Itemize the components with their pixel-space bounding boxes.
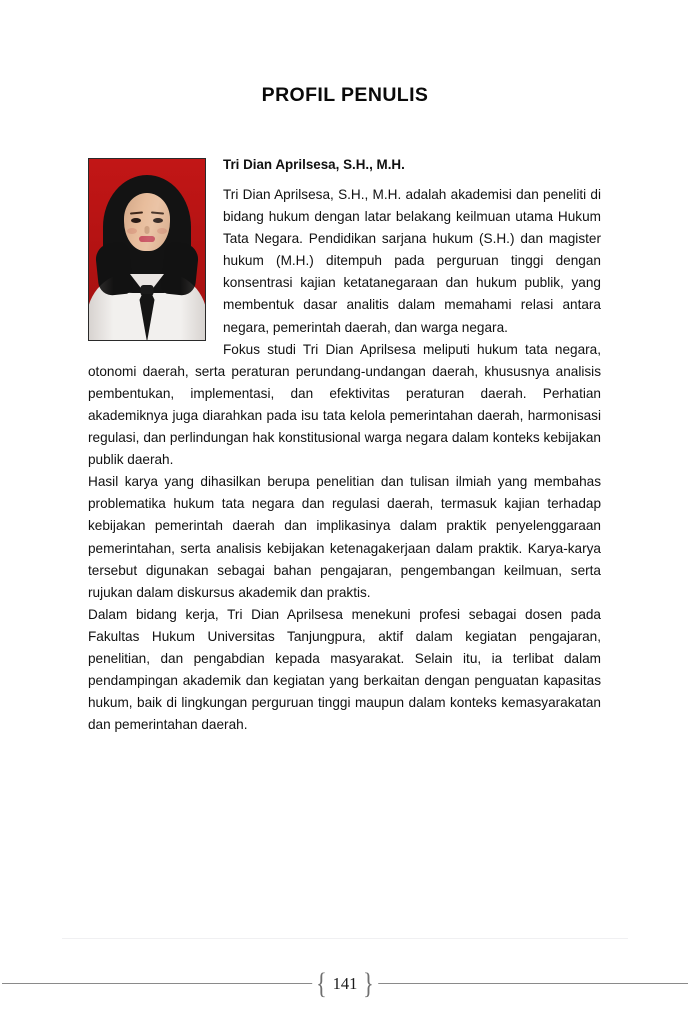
profile-paragraph: Fokus studi Tri Dian Aprilsesa meliputi hukum tata negara, otonomi daerah, serta peraturan perundang-undangan daerah, khususnya analisis pembentukan, implementasi, dan efektivitas peraturan daerah. Perhatian akademiknya juga diarahkan pada isu tata kelola pemerintahan daerah, harmonisasi regulasi, dan perlindungan hak konstitusional warga negara dalam konteks kebijakan publik daerah. — [88, 341, 601, 468]
profile-paragraph: Dalam bidang kerja, Tri Dian Aprilsesa menekuni profesi sebagai dosen pada Fakultas Hukum Universitas Tanjungpura, aktif dalam kegiatan pengajaran, penelitian, dan pengabdian kepada masyarakat. Selain itu, ia terlibat dalam pendampingan akademik dan kegiatan yang berkaitan dengan penguatan kapasitas hukum, baik di lingkungan perguruan tinggi maupun dalam konteks kemasyarakatan dan pemerintahan daerah. — [88, 606, 601, 733]
profile-paragraph: Hasil karya yang dihasilkan berupa penelitian dan tulisan ilmiah yang membahas problematika hukum tata negara dan regulasi daerah, termasuk kajian terhadap kebijakan pemerintah daerah dan implikasinya dalam praktik penyelenggaraan pemerintahan, serta analisis kebijakan ketenagakerjaan dalam praktik. Karya-karya tersebut digunakan sebagai bahan pengajaran, pengembangan keilmuan, serta rujukan dalam diskursus akademik dan praktis. — [88, 474, 601, 600]
page-title: PROFIL PENULIS — [261, 84, 429, 106]
footer-rule-left — [2, 983, 314, 984]
page-footer — [0, 964, 690, 1004]
footer-rule-right — [376, 983, 688, 984]
portrait-image — [89, 159, 205, 340]
page-number: 141 — [332, 974, 358, 993]
shirt-shading — [89, 272, 205, 340]
profile-content — [88, 155, 601, 736]
profile-paragraph: Tri Dian Aprilsesa, S.H., M.H. adalah akademisi dan peneliti di bidang hukum dengan latar belakang keilmuan utama Hukum Tata Negara. Pendidikan sarjana hukum (S.H.) dan magister hukum (M.H.) ditempuh pada perguruan tinggi dengan konsentrasi kajian ketatanegaraan dan hukum publik, yang membentuk dasar analitis dalam memahami relasi antara negara, pemerintah daerah, dan warga negara. — [223, 187, 601, 335]
author-name: Tri Dian Aprilsesa, S.H., M.H. — [223, 157, 405, 172]
author-portrait-photo — [88, 158, 206, 341]
face-shading — [124, 193, 170, 251]
brace-left-icon: { — [316, 967, 327, 1000]
brace-right-icon: } — [363, 967, 374, 1000]
footer-hairline — [62, 938, 628, 939]
page-number-group — [312, 964, 378, 1004]
face-shape — [124, 193, 170, 251]
